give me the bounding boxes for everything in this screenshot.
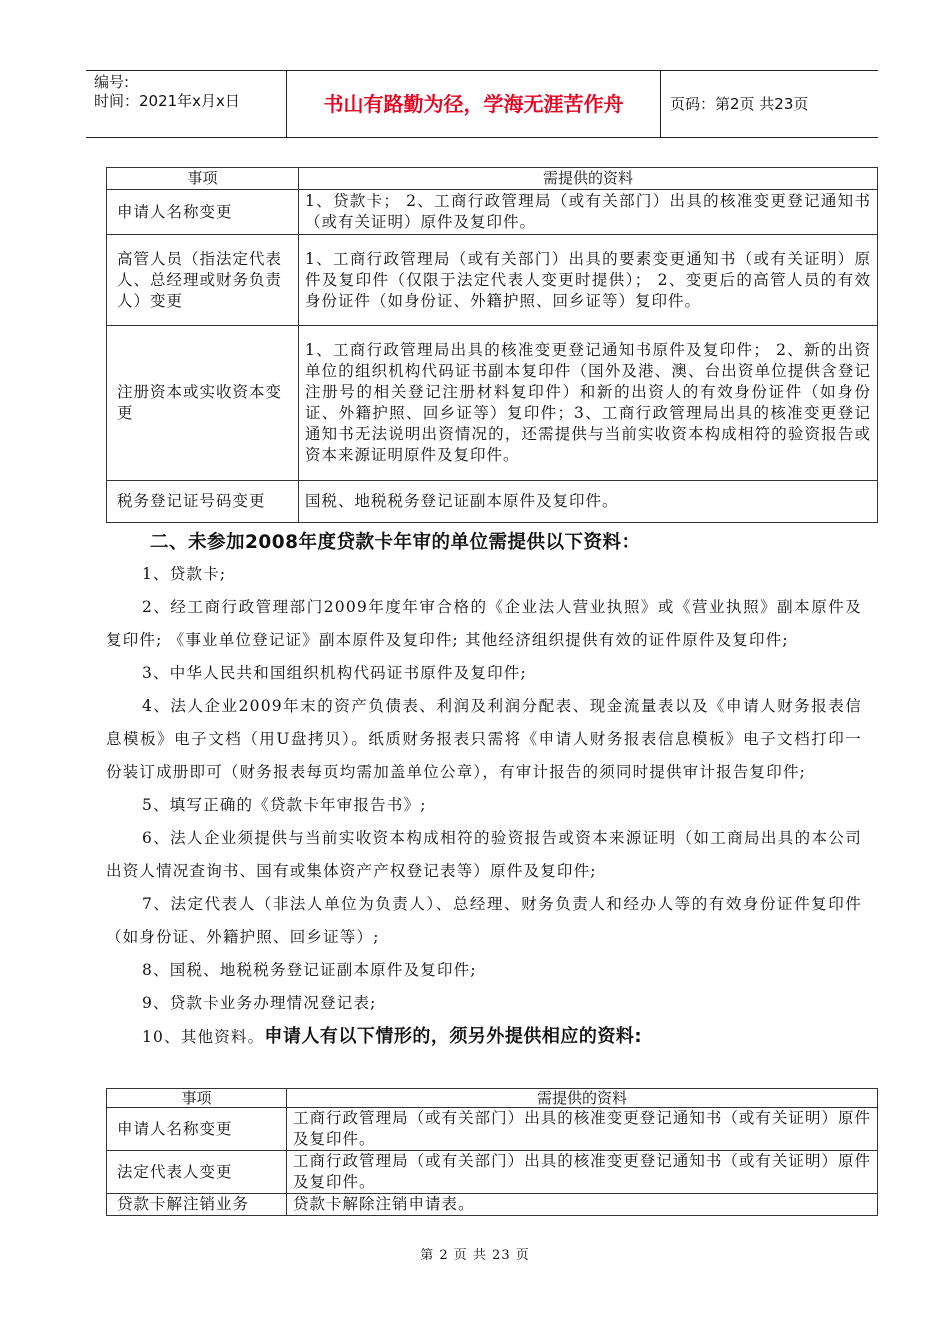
header-motto: 书山有路勤为径，学海无涯苦作舟: [287, 71, 661, 137]
header-page-label: 页码：第2页 共23页: [670, 95, 809, 113]
column-header-material: 需提供的资料: [299, 168, 878, 190]
table-row: [107, 235, 878, 326]
table-header-row: [107, 1089, 878, 1108]
table-row: [107, 1194, 878, 1216]
row-item: 贷款卡解注销业务: [107, 1194, 287, 1216]
table-row: [107, 190, 878, 235]
column-header-item: 事项: [107, 1089, 287, 1108]
list-item: 8、国税、地税税务登记证副本原件及复印件;: [142, 961, 477, 979]
extra-conditions-heading: 申请人有以下情形的，须另外提供相应的资料:: [264, 1026, 643, 1047]
table-row: [107, 326, 878, 481]
row-material: 1、工商行政管理局（或有关部门）出具的要素变更通知书（或有关证明）原件及复印件（仅限于法定代表人变更时提供）； 2、变更后的高管人员的有效身份证件（如身份证、外籍护照、回乡证等）复印件。: [299, 235, 878, 326]
extra-materials-table: [106, 1088, 878, 1216]
column-header-material: 需提供的资料: [287, 1089, 878, 1108]
list-item: 1、贷款卡;: [142, 565, 227, 583]
change-materials-table: [106, 167, 878, 523]
list-item: 9、贷款卡业务办理情况登记表;: [142, 994, 377, 1012]
list-item-last: [106, 1020, 862, 1054]
list-item: 7、法定代表人（非法人单位为负责人）、总经理、财务负责人和经办人等的有效身份证件复印件（如身份证、外籍护照、回乡证等）;: [106, 895, 862, 946]
time-label: 时间：2021年x月x日: [94, 92, 240, 110]
header-meta: [86, 71, 287, 137]
section-title: 二、未参加2008年度贷款卡年审的单位需提供以下资料：: [150, 532, 641, 553]
number-label: 编号:: [94, 73, 130, 91]
list-item: 3、中华人民共和国组织机构代码证书原件及复印件;: [142, 664, 527, 682]
table-row: [107, 481, 878, 523]
list-item: 6、法人企业须提供与当前实收资本构成相符的验资报告或资本来源证明（如工商局出具的本公司出资人情况查询书、国有或集体资产产权登记表等）原件及复印件;: [106, 829, 862, 880]
row-material: 工商行政管理局（或有关部门）出具的核准变更登记通知书（或有关证明）原件及复印件。: [287, 1108, 878, 1151]
row-item: 申请人名称变更: [107, 190, 299, 235]
table-header-row: [107, 168, 878, 190]
row-item: 注册资本或实收资本变更: [107, 326, 299, 481]
row-material: 1、贷款卡； 2、工商行政管理局（或有关部门）出具的核准变更登记通知书（或有关证明）原件及复印件。: [299, 190, 878, 235]
table-row: [107, 1108, 878, 1151]
row-item: 申请人名称变更: [107, 1108, 287, 1151]
row-material: 贷款卡解除注销申请表。: [287, 1194, 878, 1216]
list-item: 2、经工商行政管理部门2009年度年审合格的《企业法人营业执照》或《营业执照》副本原件及复印件; 《事业单位登记证》副本原件及复印件; 其他经济组织提供有效的证件原件及复印件;: [106, 598, 862, 649]
table-row: [107, 1151, 878, 1194]
row-item: 法定代表人变更: [107, 1151, 287, 1194]
page-footer: 第 2 页 共 23 页: [420, 1248, 530, 1263]
row-material: 1、工商行政管理局出具的核准变更登记通知书原件及复印件； 2、新的出资单位的组织机构代码证书副本复印件（国外及港、澳、台出资单位提供含登记注册号的相关登记注册材料复印件）和新的出资人的有效身份证件（如身份证、外籍护照、回乡证等）复印件；3、工商行政管理局出具的核准变更登记通知书无法说明出资情况的，还需提供与当前实收资本构成相符的验资报告或资本来源证明原件及复印件。: [299, 326, 878, 481]
column-header-item: 事项: [107, 168, 299, 190]
list-item: 4、法人企业2009年末的资产负债表、利润及利润分配表、现金流量表以及《申请人财务报表信息模板》电子文档（用U盘拷贝）。纸质财务报表只需将《申请人财务报表信息模板》电子文档打印一份装订成册即可（财务报表每页均需加盖单位公章），有审计报告的须同时提供审计报告复印件;: [106, 697, 862, 781]
page-header: [86, 70, 878, 138]
row-material: 国税、地税税务登记证副本原件及复印件。: [299, 481, 878, 523]
row-item: 税务登记证号码变更: [107, 481, 299, 523]
section-items: [106, 558, 862, 1054]
row-material: 工商行政管理局（或有关部门）出具的核准变更登记通知书（或有关证明）原件及复印件。: [287, 1151, 878, 1194]
list-item: 5、填写正确的《贷款卡年审报告书》;: [142, 796, 427, 814]
row-item: 高管人员（指法定代表人、总经理或财务负责人）变更: [107, 235, 299, 326]
last-item-text: 10、其他资料。: [142, 1028, 265, 1046]
